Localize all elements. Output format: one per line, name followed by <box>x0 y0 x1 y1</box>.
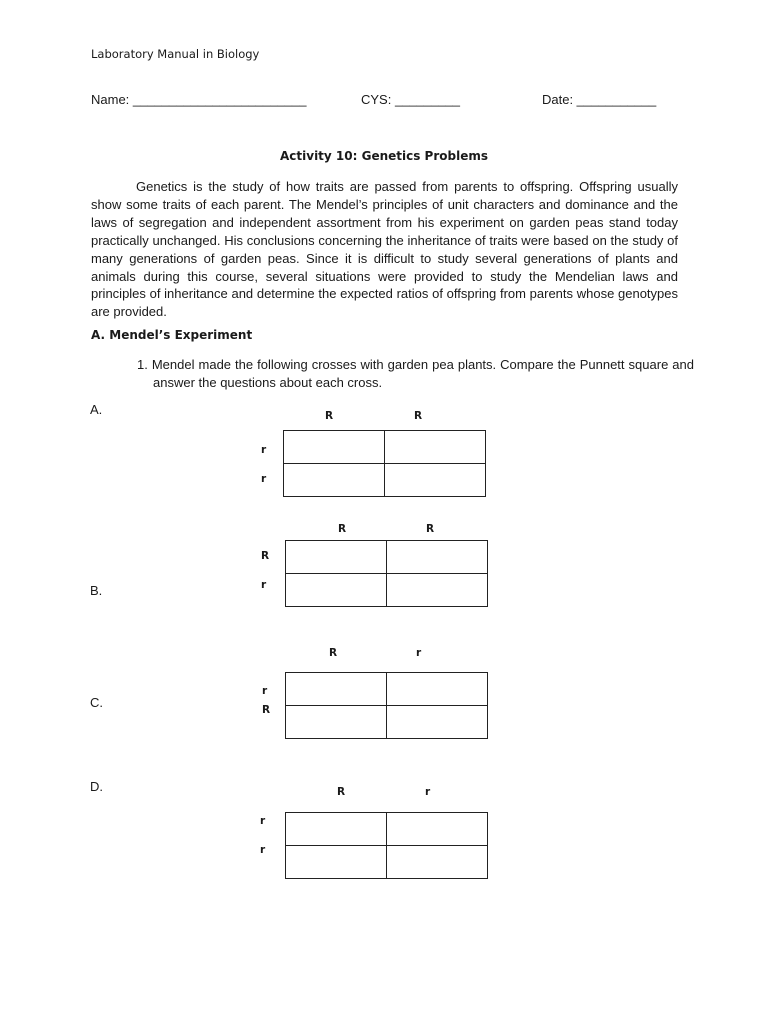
punnett-cell <box>286 541 387 574</box>
cross-d-top-allele-2: r <box>425 786 431 798</box>
cross-c-side-allele-2: R <box>262 704 271 716</box>
manual-header: Laboratory Manual in Biology <box>91 47 260 61</box>
cross-c-punnett-square <box>285 672 488 739</box>
cross-b-punnett-square <box>285 540 488 607</box>
cross-c-top-allele-1: R <box>329 647 338 659</box>
cross-a-top-allele-1: R <box>325 410 334 422</box>
cys-field: CYS: _________ <box>361 92 461 107</box>
cross-d-punnett-square <box>285 812 488 879</box>
punnett-cell <box>286 813 387 846</box>
punnett-cell <box>286 673 387 706</box>
cross-a-top-allele-2: R <box>414 410 423 422</box>
punnett-cell <box>387 813 488 846</box>
punnett-cell <box>387 706 488 739</box>
punnett-cell <box>385 464 486 497</box>
cross-c-label: C. <box>90 695 103 710</box>
date-field: Date: ___________ <box>542 92 657 107</box>
question-1: 1. Mendel made the following crosses with garden pea plants. Compare the Punnett square and answer the questions about each cross. <box>137 357 694 390</box>
cross-b-label: B. <box>90 583 103 598</box>
punnett-cell <box>286 574 387 607</box>
cross-d-side-allele-2: r <box>260 844 266 856</box>
activity-title: Activity 10: Genetics Problems <box>280 149 488 163</box>
punnett-cell <box>385 431 486 464</box>
cross-b-side-allele-1: R <box>261 550 270 562</box>
cross-a-punnett-square <box>283 430 486 497</box>
cross-d-label: D. <box>90 779 103 794</box>
cross-a-side-allele-2: r <box>261 473 267 485</box>
section-a-heading: A. Mendel’s Experiment <box>91 328 253 342</box>
cross-d-top-allele-1: R <box>337 786 346 798</box>
cross-c-side-allele-1: r <box>262 685 268 697</box>
cross-c-top-allele-2: r <box>416 647 422 659</box>
cross-d-side-allele-1: r <box>260 815 266 827</box>
cross-b-top-allele-1: R <box>338 523 347 535</box>
punnett-cell <box>387 541 488 574</box>
punnett-cell <box>286 706 387 739</box>
punnett-cell <box>387 673 488 706</box>
punnett-cell <box>284 464 385 497</box>
cross-a-label: A. <box>90 402 103 417</box>
punnett-cell <box>387 574 488 607</box>
punnett-cell <box>284 431 385 464</box>
cross-b-top-allele-2: R <box>426 523 435 535</box>
punnett-cell <box>387 846 488 879</box>
intro-paragraph: Genetics is the study of how traits are passed from parents to offspring. Offspring usually show some traits of each parent. The Mendel’s principles of unit characters and dominance and the laws of segregation and independent assortment from his experiment on garden peas stand today practically unchanged. His conclusions concerning the inheritance of traits were based on the study of many generations of garden peas. Since it is difficult to study several generations of plants and animals during this course, several situations were provided to study the Mendelian laws and principles of inheritance and determine the expected ratios of offspring from parents whose genotypes are provided. <box>91 179 678 320</box>
name-field: Name: ________________________ <box>91 92 307 107</box>
punnett-cell <box>286 846 387 879</box>
cross-b-side-allele-2: r <box>261 579 267 591</box>
cross-a-side-allele-1: r <box>261 444 267 456</box>
